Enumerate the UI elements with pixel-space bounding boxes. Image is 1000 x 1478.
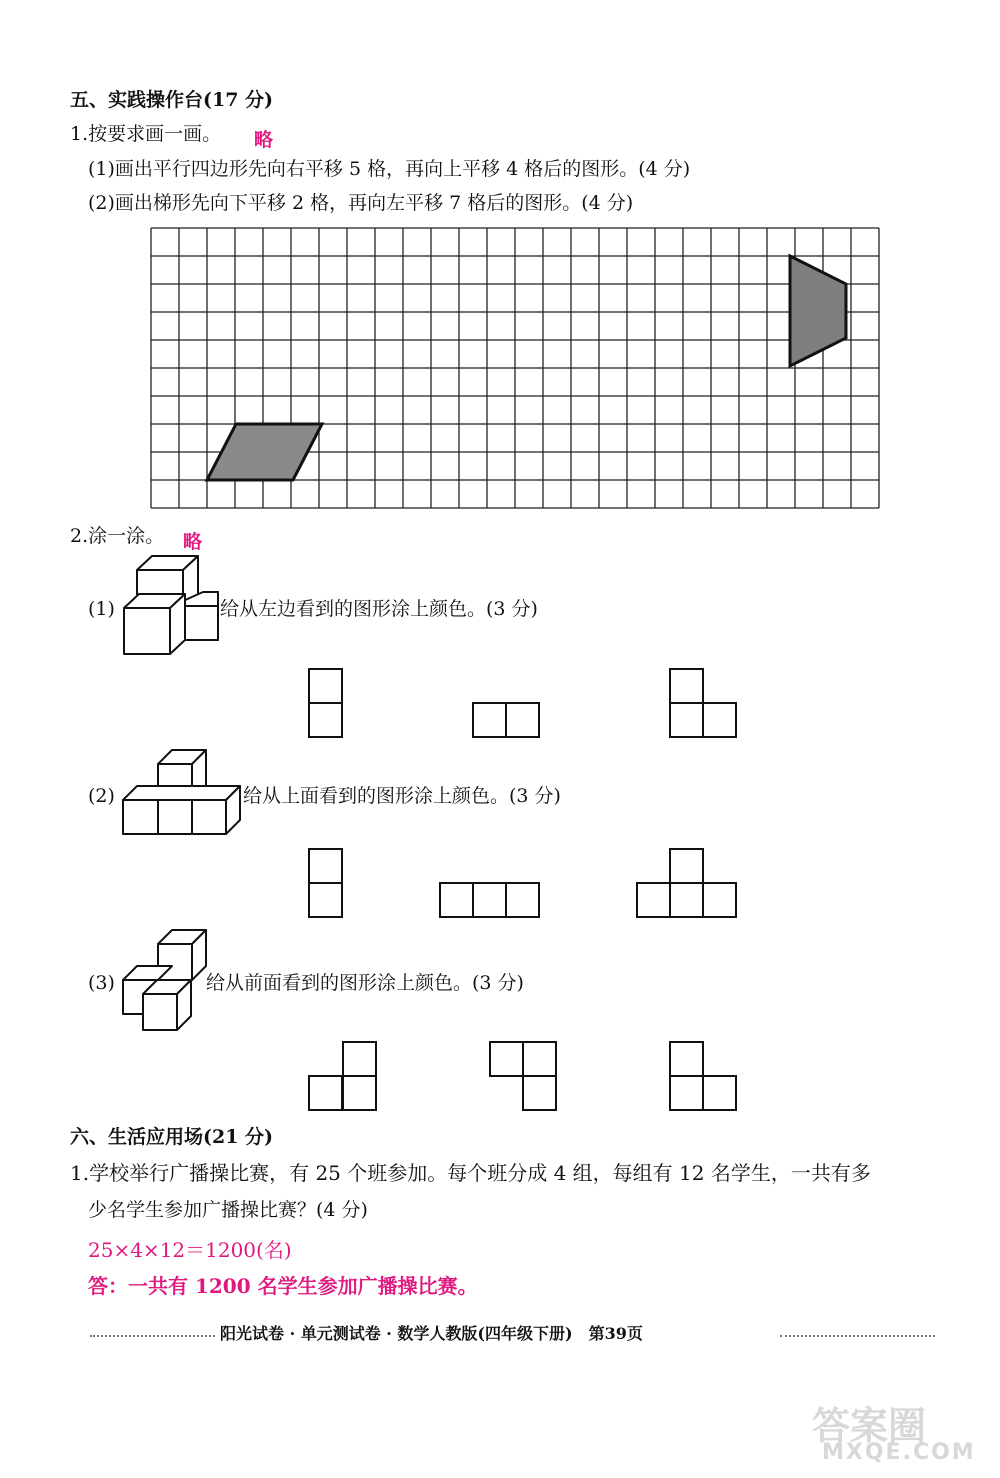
q1-sub1: (1)画出平行四边形先向右平移 5 格，再向上平移 4 格后的图形。(4 分) <box>88 158 691 180</box>
q1-answer: 略 <box>254 129 274 151</box>
footer-dots-left <box>90 1335 215 1337</box>
section-5-title: 五、实践操作台(17 分) <box>70 89 274 111</box>
watermark-logo: 答案圈 <box>812 1404 927 1448</box>
s6-q1-answer: 答：一共有 1200 名学生参加广播操比赛。 <box>88 1274 478 1298</box>
q1-sub2: (2)画出梯形先向下平移 2 格，再向左平移 7 格后的图形。(4 分) <box>88 192 634 214</box>
q2-sub2-text: 给从上面看到的图形涂上颜色。(3 分) <box>243 785 561 807</box>
q2-sub1-text: 给从左边看到的图形涂上颜色。(3 分) <box>220 598 538 620</box>
footer-dots-right <box>780 1335 935 1337</box>
q2-sub1-number: (1) <box>88 598 115 620</box>
section-6-title: 六、生活应用场(21 分) <box>70 1126 274 1148</box>
page-footer <box>80 1322 940 1348</box>
q2-prompt: 2.涂一涂。 <box>70 525 165 547</box>
q2-sub3-text: 给从前面看到的图形涂上颜色。(3 分) <box>206 972 524 994</box>
s6-q1-line2: 少名学生参加广播操比赛？(4 分) <box>88 1199 368 1221</box>
s6-q1-calculation: 25×4×12＝1200(名) <box>88 1238 292 1262</box>
footer-text: 阳光试卷 · 单元测试卷 · 数学人教版(四年级下册) 第39页 <box>220 1324 643 1343</box>
q2-answer: 略 <box>183 531 203 553</box>
q2-sub2-number: (2) <box>88 785 115 807</box>
watermark-url: MXQE.COM <box>822 1440 976 1465</box>
q2-sub3-number: (3) <box>88 972 115 994</box>
s6-q1-line1: 1.学校举行广播操比赛，有 25 个班参加。每个班分成 4 组，每组有 12 名学生，一共有多 <box>70 1161 871 1185</box>
q1-prompt: 1.按要求画一画。 <box>70 123 222 145</box>
